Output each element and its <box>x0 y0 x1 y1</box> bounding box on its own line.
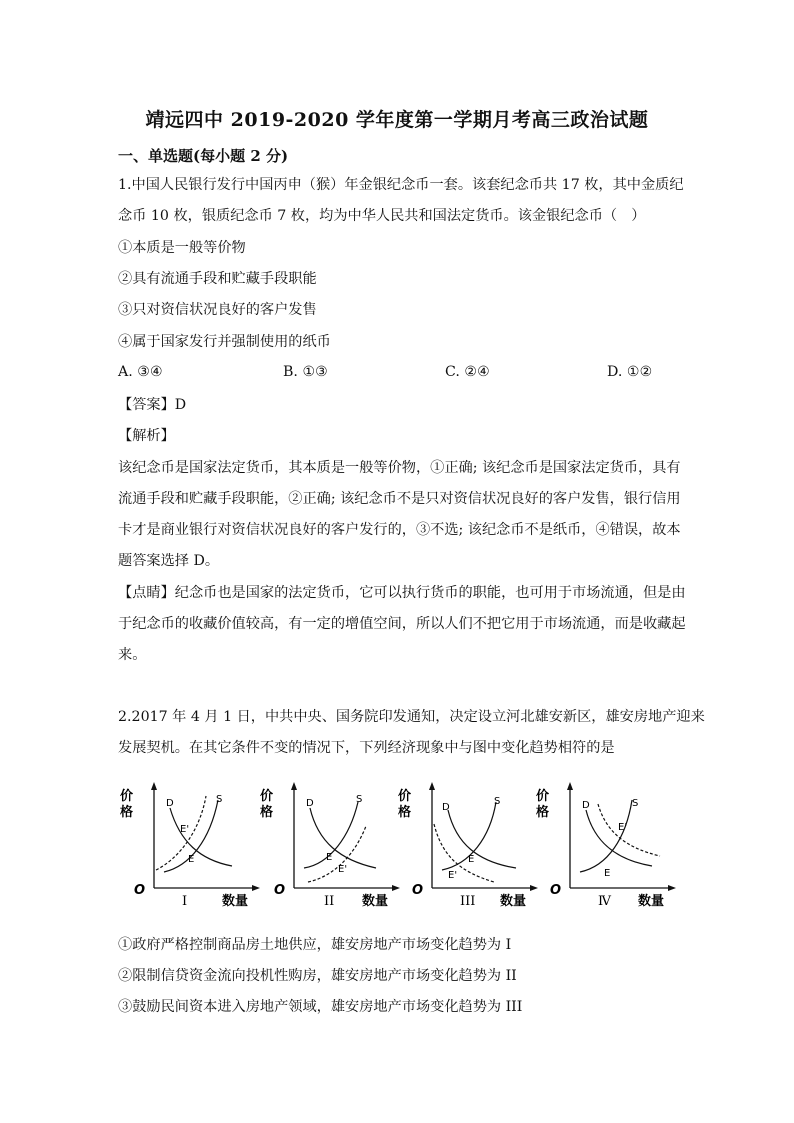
diagram-4-numeral: Ⅳ <box>598 894 611 909</box>
q1-stem-line-2: 念币 10 枚，银质纪念币 7 枚，均为中华人民共和国法定货币。该金银纪念币（ ） <box>118 208 646 224</box>
diagram-4-y-label-bottom: 格 <box>536 805 550 820</box>
section-heading: 一、单选题(每小题 2 分) <box>118 147 289 165</box>
diagram-1-origin: O <box>134 883 146 898</box>
q2-item-2: ②限制信贷资金流向投机性购房，雄安房地产市场变化趋势为 II <box>118 968 517 984</box>
diagram-2-svg <box>260 780 400 910</box>
diagram-3-y-arrow <box>429 782 435 790</box>
diagram-3-numeral: III <box>460 894 476 909</box>
q1-analysis-line-3: 卡才是商业银行对资信状况良好的客户发行的，③不选; 该纪念币不是纸币，④错误，故本 <box>118 522 681 538</box>
page-title: 靖远四中 2019-2020 学年度第一学期月考高三政治试题 <box>145 109 649 131</box>
diagram-3-label-d: D <box>442 802 450 813</box>
q1-analysis-line-4: 题答案选择 D。 <box>118 553 220 569</box>
q1-stem-line-1: 1.中国人民银行发行中国丙申（猴）年金银纪念币一套。该套纪念币共 17 枚，其中金质纪 <box>118 177 684 193</box>
supply-demand-diagram-2 <box>260 780 400 914</box>
diagram-1-x-arrow <box>252 885 260 891</box>
diagram-3-y-label-top: 价 <box>398 789 412 804</box>
diagram-4-label-e: E <box>604 868 611 879</box>
supply-demand-diagram-4 <box>536 780 676 914</box>
q2-item-1: ①政府严格控制商品房土地供应，雄安房地产市场变化趋势为 I <box>118 937 512 953</box>
q2-stem-line-2: 发展契机。在其它条件不变的情况下，下列经济现象中与图中变化趋势相符的是 <box>118 740 615 756</box>
diagram-4-svg <box>536 780 676 910</box>
diagram-1-label-d: D <box>166 798 174 809</box>
supply-demand-diagram-3 <box>398 780 538 914</box>
q2-stem-line-1: 2.2017 年 4 月 1 日，中共中央、国务院印发通知，决定设立河北雄安新区，雄安房地产迎来 <box>118 709 705 725</box>
diagram-2-new-supply-curve <box>308 826 366 882</box>
diagram-4-label-d: D <box>582 800 590 811</box>
q1-analysis-line-1: 该纪念币是国家法定货币，其本质是一般等价物，①正确; 该纪念币是国家法定货币，具有 <box>118 460 681 476</box>
q1-option-a: A. ③④ <box>118 364 163 380</box>
q1-tip-line-3: 来。 <box>118 647 147 663</box>
diagram-4-label-e-new: E' <box>618 822 628 833</box>
diagram-4-new-demand-curve <box>598 804 660 856</box>
diagram-1-y-arrow <box>151 782 157 790</box>
diagram-4-origin: O <box>550 883 562 898</box>
q1-tip-line-1: 【点睛】纪念币也是国家的法定货币，它可以执行货币的职能，也可用于市场流通，但是由 <box>118 585 686 601</box>
diagram-3-x-label: 数量 <box>500 894 527 909</box>
q1-item-1: ①本质是一般等价物 <box>118 240 246 256</box>
diagram-3-svg <box>398 780 538 910</box>
diagram-1-y-label-bottom: 格 <box>120 805 134 820</box>
q1-analysis-line-2: 流通手段和贮藏手段职能，②正确; 该纪念币不是只对资信状况良好的客户发售，银行信用 <box>118 491 681 507</box>
q1-tip-line-2: 于纪念币的收藏价值较高，有一定的增值空间，所以人们不把它用于市场流通，而是收藏起 <box>118 616 686 632</box>
diagram-3-label-e-new: E' <box>448 870 458 881</box>
supply-demand-diagram-1 <box>120 780 260 914</box>
diagram-1-y-label-top: 价 <box>120 789 134 804</box>
q1-answer: 【答案】D <box>118 397 187 413</box>
diagram-3-y-label-bottom: 格 <box>398 805 412 820</box>
diagram-2-label-e-new: E' <box>338 864 348 875</box>
diagram-1-label-e-new: E' <box>180 824 190 835</box>
diagram-3-demand-curve <box>448 810 516 868</box>
diagram-4-y-arrow <box>567 782 573 790</box>
diagram-2-y-label-bottom: 格 <box>260 805 274 820</box>
diagram-1-label-s: S <box>216 794 223 805</box>
diagram-1-numeral: I <box>182 894 188 909</box>
q2-item-3: ③鼓励民间资本进入房地产领域，雄安房地产市场变化趋势为 III <box>118 999 523 1015</box>
diagram-1-svg <box>120 780 260 910</box>
q1-item-2: ②具有流通手段和贮藏手段职能 <box>118 271 317 287</box>
q1-item-4: ④属于国家发行并强制使用的纸币 <box>118 334 331 350</box>
diagram-3-label-e: E <box>468 854 475 865</box>
diagram-2-x-label: 数量 <box>362 894 389 909</box>
q1-option-b: B. ①③ <box>283 364 328 380</box>
diagram-3-origin: O <box>412 883 424 898</box>
q1-option-d: D. ①② <box>607 364 653 380</box>
diagram-2-label-e: E <box>326 852 333 863</box>
q1-option-c: C. ②④ <box>445 364 490 380</box>
diagram-4-x-arrow <box>668 885 676 891</box>
diagram-2-origin: O <box>274 883 286 898</box>
diagram-3-label-s: S <box>494 796 501 807</box>
diagram-4-y-label-top: 价 <box>536 789 550 804</box>
diagram-2-numeral: II <box>324 894 335 909</box>
diagram-2-y-arrow <box>291 782 297 790</box>
diagram-1-label-e: E <box>188 854 195 865</box>
diagram-2-label-d: D <box>306 798 314 809</box>
diagram-1-x-label: 数量 <box>222 894 249 909</box>
diagram-2-label-s: S <box>356 794 363 805</box>
q1-item-3: ③只对资信状况良好的客户发售 <box>118 302 317 318</box>
diagram-4-x-label: 数量 <box>638 894 665 909</box>
diagram-2-y-label-top: 价 <box>260 789 274 804</box>
q1-analysis-label: 【解析】 <box>118 428 175 444</box>
diagram-3-new-demand-curve <box>434 824 494 882</box>
diagram-4-label-s: S <box>632 798 639 809</box>
